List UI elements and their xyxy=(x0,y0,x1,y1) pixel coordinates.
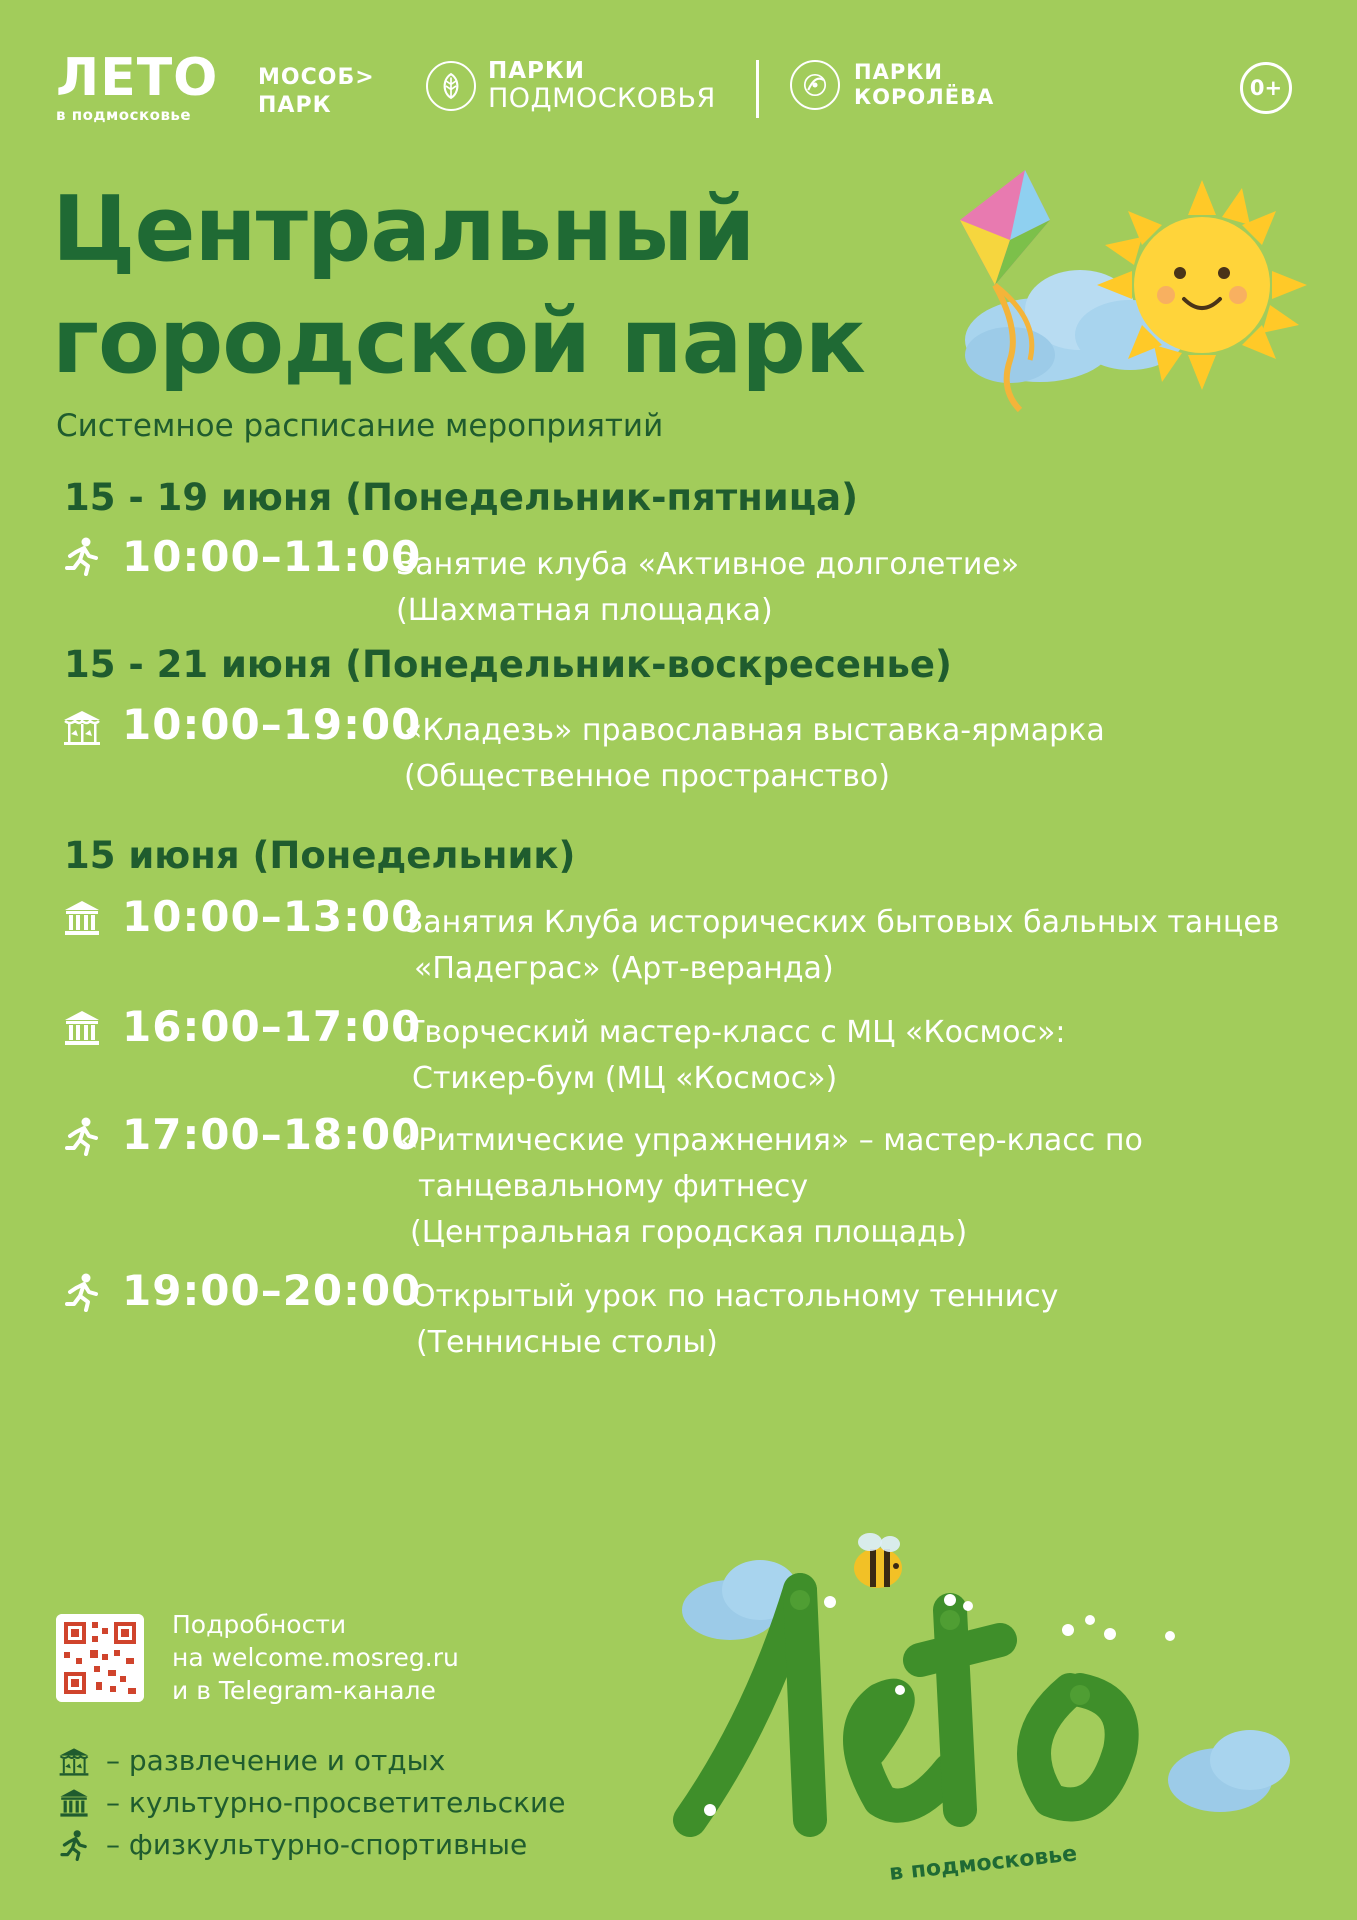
section-date: 15 июня (Понедельник) xyxy=(64,834,576,877)
legend-sport xyxy=(56,1828,527,1861)
legend-label: – культурно-просветительские xyxy=(106,1786,566,1819)
parki-koroleva-logo xyxy=(790,60,994,110)
event-time: 19:00–20:00 xyxy=(122,1266,422,1315)
parki-line2: ПОДМОСКОВЬЯ xyxy=(488,83,716,114)
event-description xyxy=(406,1010,1065,1102)
event-description xyxy=(412,1274,1058,1366)
info-line2[interactable]: на welcome.mosreg.ru xyxy=(172,1643,459,1672)
event-location: «Падеграс» (Арт-веранда) xyxy=(414,951,834,986)
event-time: 10:00–19:00 xyxy=(122,700,422,749)
title-line1: Центральный xyxy=(52,177,755,282)
event-title: «Кладезь» православная выставка-ярмарка xyxy=(404,713,1105,748)
entertainment-icon xyxy=(62,708,102,748)
event-description xyxy=(404,708,1105,800)
legend-culture xyxy=(56,1786,565,1819)
qr-code[interactable] xyxy=(56,1614,144,1702)
culture-icon xyxy=(62,898,102,938)
section-date: 15 - 21 июня (Понедельник-воскресенье) xyxy=(64,643,952,686)
leaf-icon xyxy=(426,61,476,111)
leto-grass-illustration xyxy=(650,1520,1310,1900)
leto-logo-text: ЛЕТО xyxy=(56,48,219,108)
event-location: (Центральная городская площадь) xyxy=(410,1215,968,1250)
legend-label: – физкультурно-спортивные xyxy=(106,1828,528,1861)
mosobpark-line2: ПАРК xyxy=(258,93,332,118)
legend-label: – развлечение и отдых xyxy=(106,1744,446,1777)
event-location: (Шахматная площадка) xyxy=(396,593,773,628)
event-description xyxy=(396,542,1019,634)
more-info-text xyxy=(172,1608,459,1707)
kite-sun-illustration xyxy=(940,160,1320,420)
title-line2: городской парк xyxy=(52,289,865,394)
event-time: 10:00–13:00 xyxy=(122,892,422,941)
mosobpark-line1: МОСОБ> xyxy=(258,65,375,90)
info-line3: и в Telegram-канале xyxy=(172,1676,436,1705)
header-divider xyxy=(756,60,759,118)
emblem-icon xyxy=(790,60,840,110)
culture-icon xyxy=(62,1008,102,1048)
leto-logo-sub: в подмосковье xyxy=(56,106,192,124)
event-location: Стикер-бум (МЦ «Космос») xyxy=(412,1061,838,1096)
parki-line1: ПАРКИ xyxy=(488,58,585,84)
event-title: Занятия Клуба исторических бытовых бальных танцев xyxy=(404,905,1280,940)
event-title: «Ритмические упражнения» – мастер-класс по xyxy=(400,1123,1143,1158)
event-title: Занятие клуба «Активное долголетие» xyxy=(396,547,1020,582)
culture-icon xyxy=(56,1787,92,1819)
event-title: Открытый урок по настольному теннису xyxy=(412,1279,1059,1314)
sport-icon xyxy=(62,536,102,576)
event-time: 17:00–18:00 xyxy=(122,1110,422,1159)
parki-podmoskovya-logo xyxy=(426,58,716,114)
page-title xyxy=(52,174,865,398)
info-line1: Подробности xyxy=(172,1610,347,1639)
event-location: (Теннисные столы) xyxy=(416,1325,718,1360)
sport-icon xyxy=(62,1272,102,1312)
section-date: 15 - 19 июня (Понедельник-пятница) xyxy=(64,476,859,519)
event-title-cont: танцевальному фитнесу xyxy=(418,1169,809,1204)
event-time: 10:00–11:00 xyxy=(122,532,422,581)
event-location: (Общественное пространство) xyxy=(404,759,890,794)
entertainment-icon-dark xyxy=(56,1746,92,1778)
event-description xyxy=(404,900,1279,992)
event-time: 16:00–17:00 xyxy=(122,1002,422,1051)
sport-icon xyxy=(56,1829,92,1861)
age-rating-badge: 0+ xyxy=(1240,62,1292,114)
korolev-line2: КОРОЛЁВА xyxy=(854,85,995,109)
event-description xyxy=(400,1118,1143,1256)
page-subtitle: Системное расписание мероприятий xyxy=(56,408,664,444)
leto-art-sub: в подмосковье xyxy=(888,1841,1079,1886)
mosobpark-logo xyxy=(258,64,375,120)
sport-icon xyxy=(62,1116,102,1156)
event-title: Творческий мастер-класс с МЦ «Космос»: xyxy=(406,1015,1066,1050)
korolev-line1: ПАРКИ xyxy=(854,60,943,84)
leto-logo xyxy=(56,48,219,124)
legend-entertainment xyxy=(56,1744,445,1777)
